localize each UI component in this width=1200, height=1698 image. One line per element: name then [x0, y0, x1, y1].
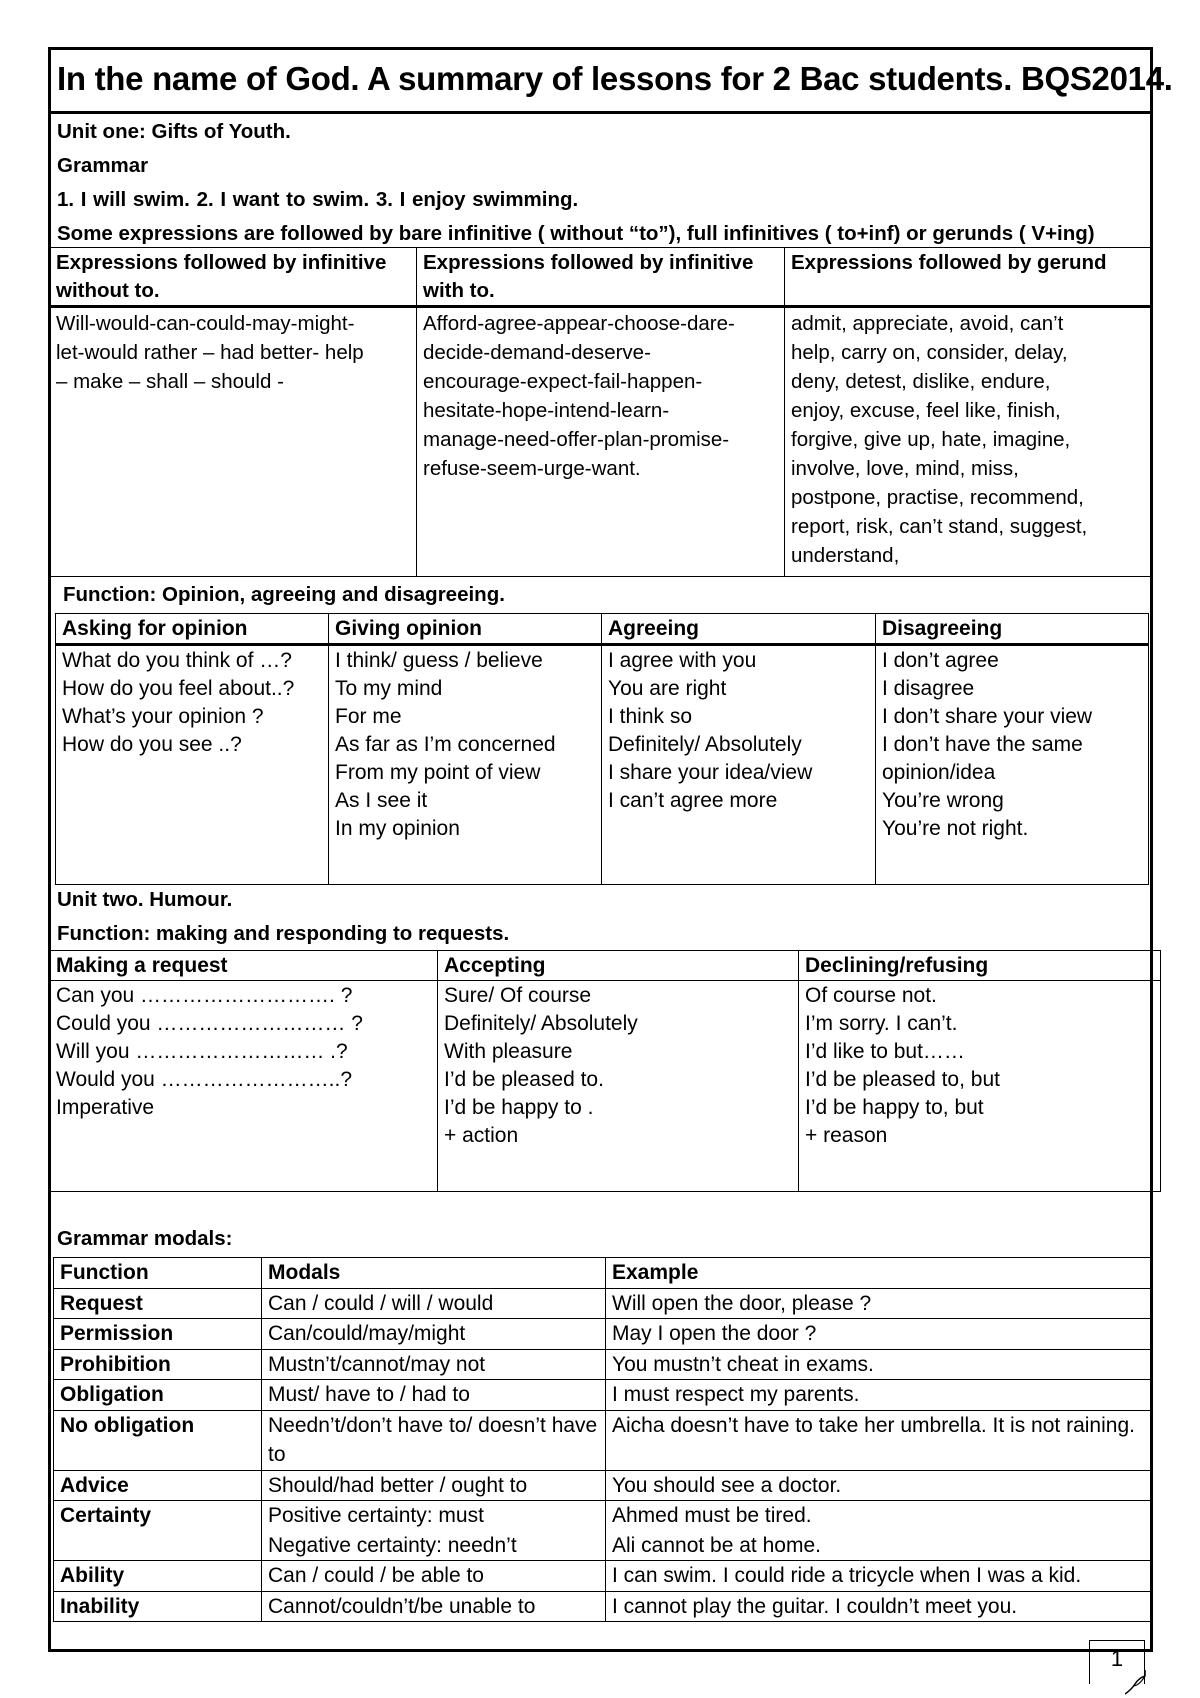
example-cell: I cannot play the guitar. I couldn’t meet you.: [606, 1591, 1152, 1622]
list-item: help, carry on, consider, delay,: [791, 341, 1068, 364]
modals-cell: Must/ have to / had to: [262, 1380, 606, 1411]
example-cell: Will open the door, please ?: [606, 1288, 1152, 1319]
modals-table: [53, 1257, 1152, 1622]
header-giving-opinion: Giving opinion: [329, 614, 602, 645]
header-full-infinitive: Expressions followed by infinitive with to.: [417, 248, 785, 307]
list-item: As far as I’m concerned: [335, 733, 556, 756]
example-cell: I must respect my parents.: [606, 1380, 1152, 1411]
table-row: [54, 1470, 1152, 1501]
list-item: + reason: [805, 1124, 888, 1147]
list-item: forgive, give up, hate, imagine,: [791, 428, 1071, 451]
page-number: 1: [1110, 1646, 1124, 1671]
modals-cell: Can / could / be able to: [262, 1561, 606, 1592]
list-item: Will-would-can-could-may-might-: [56, 312, 355, 335]
example-cell: You mustn’t cheat in exams.: [606, 1349, 1152, 1380]
modals-cell: Can/could/may/might: [262, 1319, 606, 1350]
modals-cell: Cannot/couldn’t/be unable to: [262, 1591, 606, 1622]
modals-cell: Mustn’t/cannot/may not: [262, 1349, 606, 1380]
list-item: What do you think of …?: [62, 649, 292, 672]
list-item: I’d be happy to, but: [805, 1096, 984, 1119]
modals-cell: Needn’t/don’t have to/ doesn’t have to: [262, 1410, 606, 1470]
list-item: I think/ guess / believe: [335, 649, 543, 672]
header-asking-opinion: Asking for opinion: [56, 614, 329, 645]
list-item: hesitate-hope-intend-learn-: [423, 399, 670, 422]
list-item: Can you ………………………. ?: [56, 984, 353, 1007]
header-function: Function: [54, 1258, 262, 1289]
modals-cell: Should/had better / ought to: [262, 1470, 606, 1501]
example-cell: You should see a doctor.: [606, 1470, 1152, 1501]
table-row: [56, 645, 1149, 885]
table-row: [54, 1591, 1152, 1622]
header-bare-infinitive: Expressions followed by infinitive without to.: [50, 248, 417, 307]
list-item: decide-demand-deserve-: [423, 341, 651, 364]
list-item: Ali cannot be at home.: [612, 1533, 821, 1557]
list-item: Of course not.: [805, 984, 937, 1007]
example-cell: [606, 1501, 1152, 1561]
list-item: You are right: [608, 677, 727, 700]
list-item: Definitely/ Absolutely: [444, 1012, 638, 1035]
example-cell: I can swim. I could ride a tricycle when I was a kid.: [606, 1561, 1152, 1592]
accepting-list: [438, 981, 799, 1192]
opinion-table: [55, 613, 1149, 885]
list-item: I don’t have the same: [882, 733, 1083, 756]
table-row: [54, 1561, 1152, 1592]
list-item: understand,: [791, 544, 900, 567]
list-item: Could you ……………………… ?: [56, 1012, 363, 1035]
grammar-examples: 1. I will swim. 2. I want to swim. 3. I enjoy swimming.: [57, 188, 579, 211]
list-item: manage-need-offer-plan-promise-: [423, 428, 730, 451]
list-item: encourage-expect-fail-happen-: [423, 370, 703, 393]
title-box: [51, 50, 1173, 114]
list-item: In my opinion: [335, 817, 460, 840]
header-disagreeing: Disagreeing: [876, 614, 1149, 645]
list-item: From my point of view: [335, 761, 541, 784]
list-item: Sure/ Of course: [444, 984, 592, 1007]
list-item: Negative certainty: needn’t: [268, 1533, 517, 1557]
list-item: Definitely/ Absolutely: [608, 733, 802, 756]
list-item: postpone, practise, recommend,: [791, 486, 1084, 509]
table-header-row: [54, 1258, 1152, 1289]
requests-function-heading: Function: making and responding to requests.: [57, 922, 510, 945]
modals-heading: Grammar modals:: [57, 1227, 233, 1250]
table-row: [54, 1319, 1152, 1350]
function-cell: Request: [54, 1288, 262, 1319]
example-cell: May I open the door ?: [606, 1319, 1152, 1350]
full-infinitive-list: [417, 307, 785, 577]
table-row: [50, 307, 1152, 577]
grammar-label: Grammar: [57, 154, 149, 177]
header-accepting: Accepting: [438, 951, 799, 981]
list-item: Will you ……………………… .?: [56, 1040, 348, 1063]
opinion-function-heading: Function: Opinion, agreeing and disagreeing.: [63, 583, 505, 606]
function-cell: Ability: [54, 1561, 262, 1592]
list-item: Positive certainty: must: [268, 1504, 484, 1527]
list-item: I’d be pleased to.: [444, 1068, 604, 1091]
function-cell: Prohibition: [54, 1349, 262, 1380]
list-item: I’d be pleased to, but: [805, 1068, 1000, 1091]
list-item: Imperative: [56, 1096, 155, 1119]
agreeing-list: [602, 645, 876, 885]
table-row: [54, 1380, 1152, 1411]
header-modals: Modals: [262, 1258, 606, 1289]
table-header-row: [50, 248, 1152, 307]
disagreeing-list: [876, 645, 1149, 885]
list-item: I’d be happy to .: [444, 1096, 594, 1119]
list-item: – make – shall – should -: [56, 370, 284, 393]
list-item: involve, love, mind, miss,: [791, 457, 1019, 480]
list-item: let-would rather – had better- help: [56, 341, 364, 364]
list-item: I disagree: [882, 677, 975, 700]
header-declining: Declining/refusing: [799, 951, 1161, 981]
table-row: [54, 1501, 1152, 1561]
list-item: + action: [444, 1124, 519, 1147]
list-item: Would you ……………………..?: [56, 1068, 353, 1091]
requests-table: [49, 950, 1161, 1192]
asking-opinion-list: [56, 645, 329, 885]
list-item: I think so: [608, 705, 693, 728]
grammar-note: Some expressions are followed by bare infinitive ( without “to”), full infinitives ( to+inf) or gerunds ( V+ing): [57, 222, 1095, 245]
list-item: opinion/idea: [882, 761, 996, 784]
table-header-row: [50, 951, 1161, 981]
header-example: Example: [606, 1258, 1152, 1289]
function-cell: No obligation: [54, 1410, 262, 1470]
list-item: I can’t agree more: [608, 789, 778, 812]
list-item: For me: [335, 705, 402, 728]
table-header-row: [56, 614, 1149, 645]
list-item: To my mind: [335, 677, 443, 700]
list-item: report, risk, can’t stand, suggest,: [791, 515, 1088, 538]
list-item: enjoy, excuse, feel like, finish,: [791, 399, 1061, 422]
list-item: I agree with you: [608, 649, 757, 672]
table-row: [50, 981, 1161, 1192]
function-cell: Advice: [54, 1470, 262, 1501]
example-cell: Aicha doesn’t have to take her umbrella. It is not raining.: [606, 1410, 1152, 1470]
document-title: In the name of God. A summary of lessons for 2 Bac students. BQS2014.: [57, 60, 1173, 97]
list-item: Ahmed must be tired.: [612, 1504, 812, 1527]
expressions-table: [49, 247, 1152, 577]
list-item: I don’t agree: [882, 649, 999, 672]
list-item: I don’t share your view: [882, 705, 1093, 728]
making-request-list: [50, 981, 438, 1192]
list-item: deny, detest, dislike, endure,: [791, 370, 1051, 393]
unit-two-heading: Unit two. Humour.: [57, 888, 233, 911]
list-item: Afford-agree-appear-choose-dare-: [423, 312, 735, 335]
page-frame: [48, 47, 1173, 1652]
header-agreeing: Agreeing: [602, 614, 876, 645]
list-item: I share your idea/view: [608, 761, 813, 784]
function-cell: Certainty: [54, 1501, 262, 1561]
table-row: [54, 1410, 1152, 1470]
function-cell: Obligation: [54, 1380, 262, 1411]
header-gerund: Expressions followed by gerund: [785, 248, 1152, 307]
table-row: [54, 1288, 1152, 1319]
list-item: You’re not right.: [882, 817, 1029, 840]
modals-cell: [262, 1501, 606, 1561]
list-item: How do you see ..?: [62, 733, 242, 756]
list-item: refuse-seem-urge-want.: [423, 457, 641, 480]
function-cell: Inability: [54, 1591, 262, 1622]
list-item: I’m sorry. I can’t.: [805, 1012, 958, 1035]
list-item: I’d like to but……: [805, 1040, 965, 1063]
table-row: [54, 1349, 1152, 1380]
gerund-list: [785, 307, 1152, 577]
bare-infinitive-list: [50, 307, 417, 577]
page-curl-icon: [1125, 1670, 1149, 1696]
list-item: As I see it: [335, 789, 428, 812]
declining-list: [799, 981, 1161, 1192]
giving-opinion-list: [329, 645, 602, 885]
list-item: admit, appreciate, avoid, can’t: [791, 312, 1064, 335]
list-item: With pleasure: [444, 1040, 573, 1063]
list-item: You’re wrong: [882, 789, 1004, 812]
unit-one-heading: Unit one: Gifts of Youth.: [57, 120, 291, 143]
list-item: What’s your opinion ?: [62, 705, 264, 728]
function-cell: Permission: [54, 1319, 262, 1350]
header-making-request: Making a request: [50, 951, 438, 981]
list-item: How do you feel about..?: [62, 677, 295, 700]
modals-cell: Can / could / will / would: [262, 1288, 606, 1319]
